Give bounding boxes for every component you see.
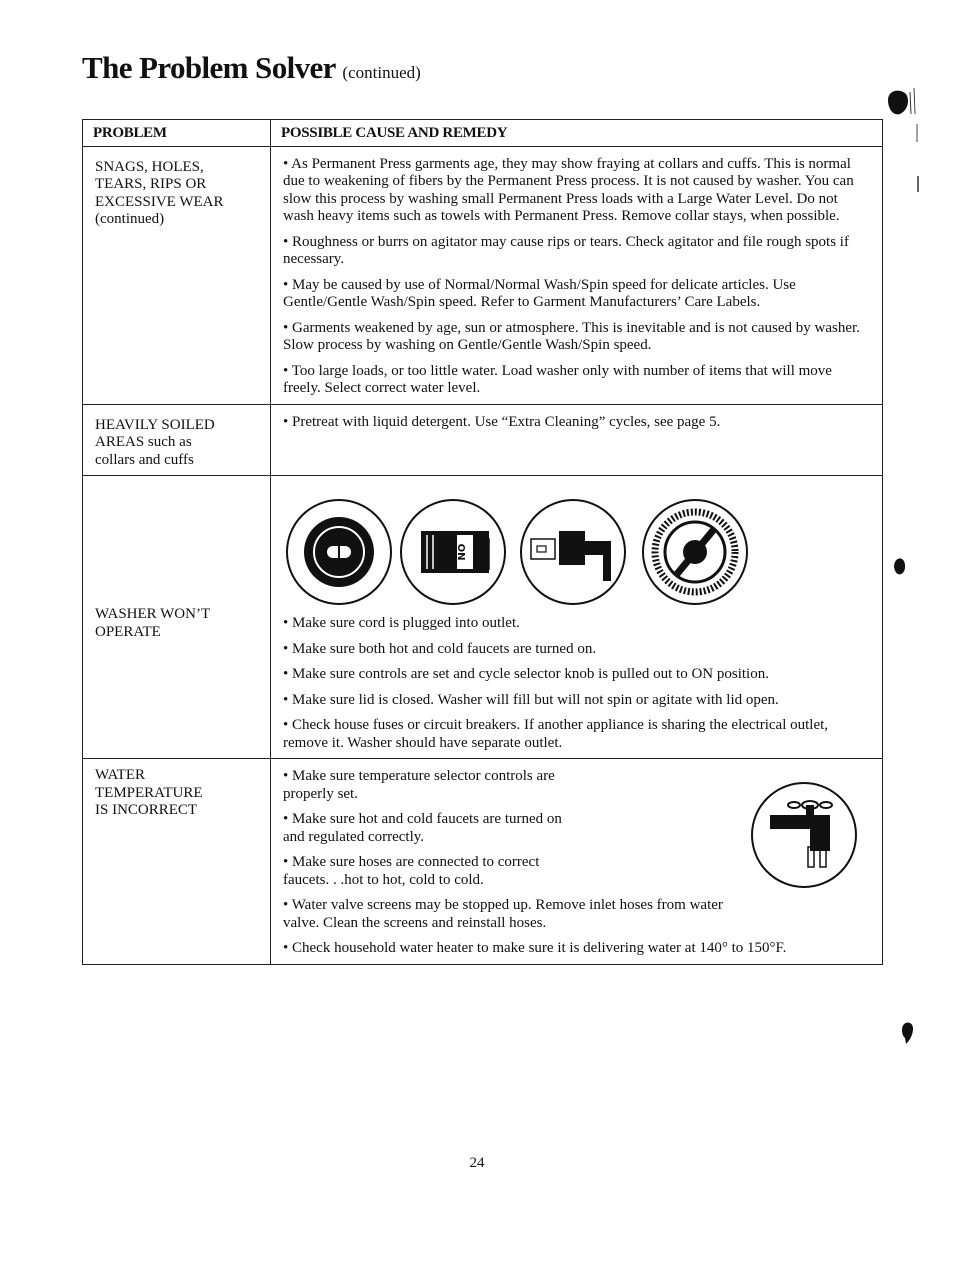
problem-line: WATER xyxy=(95,767,145,783)
remedy-item: • Make sure hoses are connected to correct faucets. . .hot to hot, cold to cold. xyxy=(283,854,540,888)
remedy-item: • Make sure controls are set and cycle selector knob is pulled out to ON position. xyxy=(283,666,769,682)
remedy-item: • Too large loads, or too little water. Load washer only with number of items that will move freely. Select correct water level. xyxy=(283,362,832,396)
remedy-item: • Check house fuses or circuit breakers. If another appliance is sharing the electrical outlet, remove it. Washer should have separate outlet. xyxy=(283,717,829,751)
remedy-item: • Make sure both hot and cold faucets are turned on. xyxy=(283,640,597,657)
control-knob-icon xyxy=(283,497,401,607)
problem-line: TEARS, RIPS OR xyxy=(95,176,207,192)
problem-line: OPERATE xyxy=(95,623,161,640)
binding-mark-icon xyxy=(884,84,924,194)
remedy-item: • Make sure hot and cold faucets are turned on and regulated correctly. xyxy=(283,811,562,845)
water-faucet-icon xyxy=(748,779,860,891)
remedy-item: • Make sure cord is plugged into outlet. xyxy=(283,615,520,631)
page-number: 24 xyxy=(469,1155,485,1171)
binding-mark-icon xyxy=(898,1018,918,1046)
illustration-strip xyxy=(283,485,870,601)
problem-cell xyxy=(83,146,271,404)
problem-solver-table xyxy=(82,119,883,965)
remedy-item: • Make sure temperature selector controls are properly set. xyxy=(283,768,555,802)
switch-on-label: ON xyxy=(455,543,466,561)
cycle-dial-icon xyxy=(639,497,757,607)
table-header-row xyxy=(83,120,883,147)
power-plug-icon xyxy=(517,497,635,607)
remedy-item: • Water valve screens may be stopped up. Remove inlet hoses from water valve. Clean the screens and reinstall hoses. xyxy=(283,897,723,931)
problem-line: HEAVILY SOILED xyxy=(95,416,215,433)
remedy-cell xyxy=(271,476,883,759)
binding-mark-icon xyxy=(890,553,910,581)
problem-line: AREAS such as xyxy=(95,434,192,450)
table-row xyxy=(83,146,883,404)
remedy-item: • Check household water heater to make sure it is delivering water at 140° to 150°F. xyxy=(283,940,787,956)
table-row xyxy=(83,476,883,759)
problem-line: SNAGS, HOLES, xyxy=(95,158,204,175)
problem-line: IS INCORRECT xyxy=(95,802,198,818)
problem-cell xyxy=(83,404,271,476)
problem-line: EXCESSIVE WEAR xyxy=(95,193,224,210)
remedy-item: • Pretreat with liquid detergent. Use “Extra Cleaning” cycles, see page 5. xyxy=(283,413,721,430)
remedy-item: • Garments weakened by age, sun or atmosphere. This is inevitable and is not caused by washer. Slow process by washing on Gentle/Gentle Wash/Spin speed. xyxy=(283,319,860,353)
table-row xyxy=(83,759,883,965)
remedy-cell xyxy=(271,759,883,965)
problem-cell xyxy=(83,476,271,759)
problem-line: WASHER WON’T xyxy=(95,606,211,622)
remedy-cell xyxy=(271,404,883,476)
power-switch-icon xyxy=(397,497,515,607)
title-continued: (continued) xyxy=(342,63,421,82)
column-header-remedy: POSSIBLE CAUSE AND REMEDY xyxy=(271,120,883,147)
page-title xyxy=(82,50,421,86)
remedy-item: • As Permanent Press garments age, they may show fraying at collars and cuffs. This is normal due to weakening of fibers by the Permanent Press process. It is not caused by washer. You can slow this process by washing small Permanent Press loads with a Large Water Level. Do not wash heavy items such as towels with Permanent Press. Remove collar stays, when possible. xyxy=(283,155,854,224)
problem-line: TEMPERATURE xyxy=(95,784,203,801)
title-text: The Problem Solver xyxy=(82,50,336,85)
problem-line: (continued) xyxy=(95,211,165,227)
remedy-item: • Make sure lid is closed. Washer will fill but will not spin or agitate with lid open. xyxy=(283,691,779,708)
remedy-item: • May be caused by use of Normal/Normal Wash/Spin speed for delicate articles. Use Gentle/Gentle Wash/Spin speed. Refer to Garment Manufacturers’ Care Labels. xyxy=(283,276,796,310)
remedy-item: • Roughness or burrs on agitator may cause rips or tears. Check agitator and file rough spots if necessary. xyxy=(283,233,849,267)
table-row xyxy=(83,404,883,476)
problem-line: collars and cuffs xyxy=(95,451,194,468)
remedy-cell xyxy=(271,146,883,404)
problem-cell xyxy=(83,759,271,965)
column-header-problem: PROBLEM xyxy=(83,120,271,147)
